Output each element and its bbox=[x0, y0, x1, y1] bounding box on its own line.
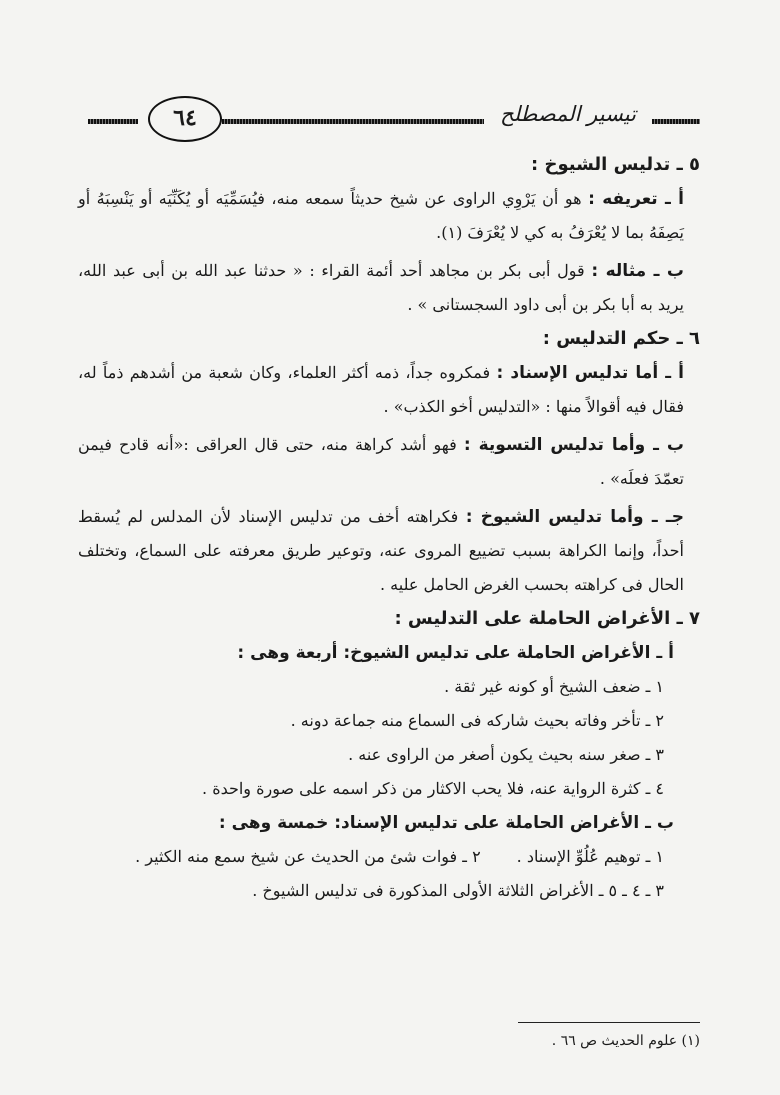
section-7-b-heading: ب ـ الأغراض الحاملة على تدليس الإسناد: خمسة وهى : bbox=[218, 813, 674, 833]
footnote: (١) علوم الحديث ص ٦٦ . bbox=[551, 1033, 700, 1049]
book-title: تيسير المصطلح bbox=[500, 102, 636, 126]
list-item: ٣ ـ ٤ ـ ٥ ـ الأغراض الثلاثة الأولى المذكورة فى تدليس الشيوخ . bbox=[252, 881, 664, 900]
shuyukh-text: فكراهته أخف من تدليس الإسناد لأن المدلس لم يُسقط أحداً، وإنما الكراهة بسبب تضييع المروى عنه، وتوعير طريق معرفته على السماع، وتختلف الحال فى كراهته بحسب الغرض الحامل عليه . bbox=[78, 507, 684, 594]
page-number: ٦٤ bbox=[148, 96, 222, 142]
list-item: ٢ ـ فوات شئ من الحديث عن شيخ سمع منه الكثير . bbox=[135, 847, 481, 866]
list-item: ١ ـ ضعف الشيخ أو كونه غير ثقة . bbox=[444, 677, 664, 696]
section-6-shuyukh bbox=[78, 500, 700, 602]
section-5-example bbox=[78, 254, 700, 322]
isnad-text: فمكروه جداً، ذمه أكثر العلماء، وكان شعبة من أشدهم ذماً له، فقال فيه أقوالاً منها : «التدليس أخو الكذب» . bbox=[78, 363, 684, 416]
list-item: ٢ ـ تأخر وفاته بحيث شاركه فى السماع منه جماعة دونه . bbox=[290, 711, 664, 730]
definition-label: أ ـ تعريفه : bbox=[588, 189, 684, 209]
list-item: ٤ ـ كثرة الرواية عنه، فلا يحب الاكثار من ذكر اسمه على صورة واحدة . bbox=[202, 779, 664, 798]
section-6-isnad bbox=[78, 356, 700, 424]
taswiya-text: فهو أشد كراهة منه، حتى قال العراقى :«أنه قادح فيمن تعمّدَ فعلَه» . bbox=[78, 435, 684, 488]
taswiya-label: ب ـ وأما تدليس التسوية : bbox=[463, 435, 684, 455]
section-5-heading: ٥ ـ تدليس الشيوخ : bbox=[531, 154, 700, 175]
section-7-a-heading: أ ـ الأغراض الحاملة على تدليس الشيوخ: أربعة وهى : bbox=[237, 643, 674, 663]
header-rule-middle bbox=[222, 119, 484, 124]
definition-text: هو أن يَرْوِي الراوى عن شيخ حديثاً سمعه منه، فيُسَمِّيَه أو يُكَنِّيَه أو يَنْسِبَهُ أو يَصِفَهُ بما لا يُعْرَفُ به كي لا يُعْرَفَ (١). bbox=[78, 189, 684, 242]
example-label: ب ـ مثاله : bbox=[591, 261, 685, 281]
section-5-definition bbox=[78, 182, 700, 250]
page-body bbox=[78, 148, 700, 908]
section-7-heading: ٧ ـ الأغراض الحاملة على التدليس : bbox=[394, 608, 700, 629]
shuyukh-label: جـ ـ وأما تدليس الشيوخ : bbox=[465, 507, 684, 527]
page-header bbox=[88, 96, 700, 140]
example-text: قول أبى بكر بن مجاهد أحد أئمة القراء : « حدثنا عبد الله بن أبى عبد الله، يريد به أبا بكر بن أبى داود السجستانى » . bbox=[78, 261, 684, 314]
list-item: ٣ ـ صغر سنه بحيث يكون أصغر من الراوى عنه . bbox=[348, 745, 664, 764]
header-rule-right bbox=[652, 119, 700, 124]
footnote-divider bbox=[518, 1022, 700, 1023]
section-6-taswiya bbox=[78, 428, 700, 496]
header-rule-left bbox=[88, 119, 138, 124]
list-item: ١ ـ توهيم عُلُوِّ الإسناد . bbox=[516, 847, 664, 866]
section-6-heading: ٦ ـ حكم التدليس : bbox=[542, 328, 700, 349]
isnad-label: أ ـ أما تدليس الإسناد : bbox=[496, 363, 685, 383]
list-row bbox=[78, 840, 700, 874]
